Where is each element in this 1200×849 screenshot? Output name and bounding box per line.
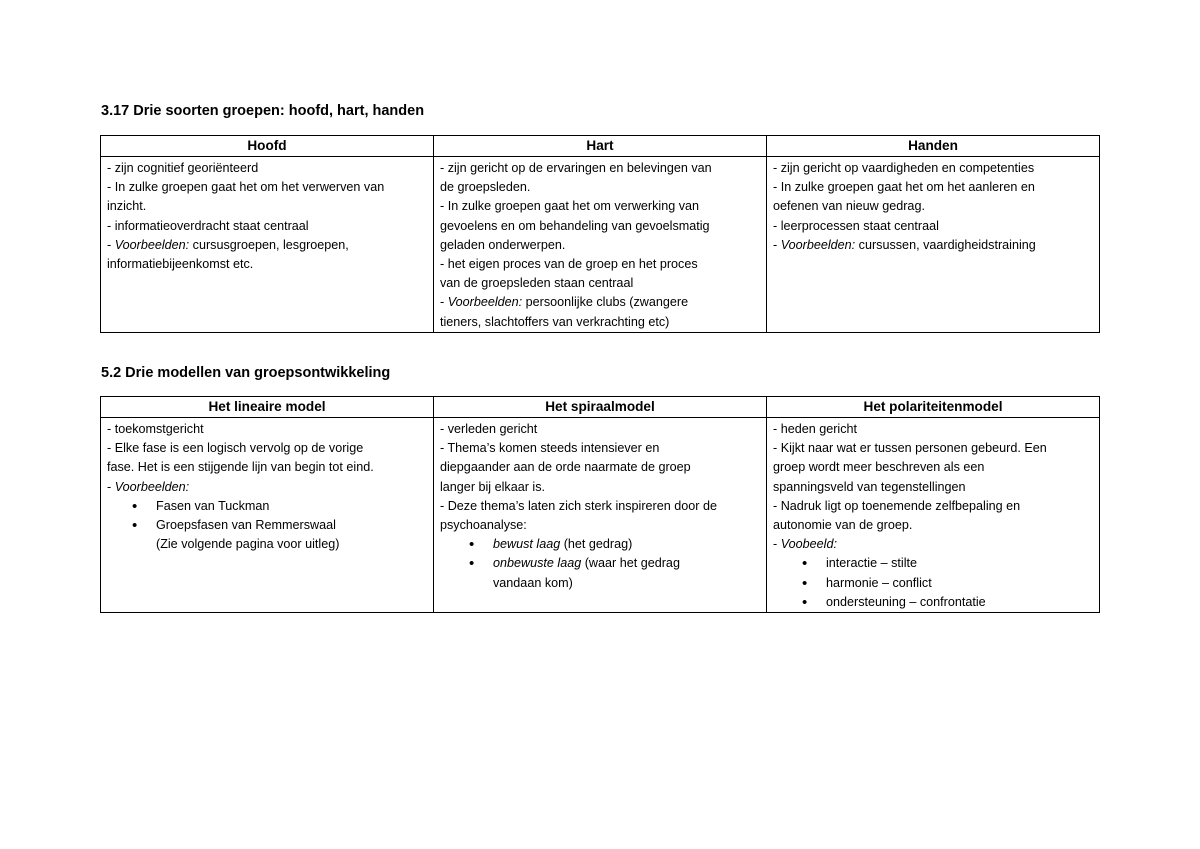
list-item-continuation: vandaan kom) [493, 575, 573, 590]
header-polariteitenmodel: Het polariteitenmodel [767, 397, 1100, 418]
examples-label: Voorbeelden: [447, 295, 523, 310]
text-line: tieners, slachtoffers van verkrachting etc) [440, 314, 670, 329]
dash: - [107, 479, 115, 494]
list-item [493, 554, 760, 592]
bullet-list [493, 535, 760, 593]
text-line: - In zulke groepen gaat het om het aanleren en [773, 180, 1035, 195]
groups-table [100, 135, 1100, 333]
list-item-italic: bewust laag [493, 537, 561, 552]
list-item: • ondersteuning – confrontatie [826, 593, 1093, 612]
list-item-text: (waar het gedrag [581, 556, 680, 571]
table-row [101, 418, 1100, 613]
text-line: - zijn gericht op de ervaringen en belevingen van [440, 161, 712, 175]
models-table [100, 396, 1100, 613]
text-line: langer bij elkaar is. [440, 479, 545, 494]
dash: - [773, 537, 781, 552]
cell-spiraalmodel [434, 418, 767, 613]
text-line: psychoanalyse: [440, 518, 527, 533]
list-item-text: (het gedrag) [560, 537, 633, 552]
text-line: - leerprocessen staat centraal [773, 218, 939, 233]
text-line: van de groepsleden staan centraal [440, 276, 634, 291]
text-line: - het eigen proces van de groep en het proces [440, 257, 698, 272]
header-lineaire-model: Het lineaire model [101, 397, 434, 418]
text-line: - heden gericht [773, 422, 858, 436]
cell-polariteitenmodel [767, 418, 1100, 613]
text-line [773, 535, 1093, 554]
examples-label: Voorbeelden: [114, 479, 190, 494]
examples-label: Voorbeelden: [114, 237, 190, 252]
header-hoofd: Hoofd [101, 136, 434, 157]
list-item-italic: onbewuste laag [493, 556, 582, 571]
cell-hoofd [101, 157, 434, 333]
text-line: fase. Het is een stijgende lijn van begin tot eind. [107, 460, 374, 475]
text-line: spanningsveld van tegenstellingen [773, 479, 966, 494]
text-line: - verleden gericht [440, 422, 538, 436]
list-item: • interactie – stilte [826, 554, 1093, 573]
table-header-row [101, 136, 1100, 157]
text-line: - Deze thema’s laten zich sterk inspireren door de [440, 498, 717, 513]
text-line: - Elke fase is een logisch vervolg op de vorige [107, 441, 364, 456]
section-heading-3-17: 3.17 Drie soorten groepen: hoofd, hart, handen [101, 103, 425, 119]
text-line: inzicht. [107, 199, 147, 214]
cell-handen [767, 157, 1100, 333]
example-label: Voobeeld: [780, 537, 837, 552]
dash: - [773, 237, 781, 252]
examples-label: Voorbeelden: [780, 237, 856, 252]
text-line: - toekomstgericht [107, 422, 204, 436]
text-line: geladen onderwerpen. [440, 237, 566, 252]
text-line: autonomie van de groep. [773, 518, 913, 533]
header-spiraalmodel: Het spiraalmodel [434, 397, 767, 418]
text-line: de groepsleden. [440, 180, 531, 195]
text-line: groep wordt meer beschreven als een [773, 460, 985, 475]
text-line: - In zulke groepen gaat het om verwerking van [440, 199, 700, 214]
text-line [773, 236, 1093, 255]
text-line [107, 236, 427, 255]
cell-lineaire-model [101, 418, 434, 613]
text-line: - In zulke groepen gaat het om het verwerven van [107, 180, 385, 195]
text-line [107, 478, 427, 497]
cell-hart [434, 157, 767, 333]
dash: - [440, 295, 448, 310]
list-item-note: (Zie volgende pagina voor uitleg) [156, 537, 340, 552]
header-hart: Hart [434, 136, 767, 157]
header-handen: Handen [767, 136, 1100, 157]
text-line: diepgaander aan de orde naarmate de groep [440, 460, 691, 475]
examples-text: persoonlijke clubs (zwangere [522, 295, 689, 310]
table-header-row [101, 397, 1100, 418]
examples-text: cursussen, vaardigheidstraining [855, 237, 1036, 252]
dash: - [107, 237, 115, 252]
list-item: • Fasen van Tuckman [156, 497, 427, 516]
text-line: - zijn gericht op vaardigheden en competenties [773, 161, 1035, 175]
examples-text: cursusgroepen, lesgroepen, [189, 237, 349, 252]
list-item [493, 535, 760, 554]
bullet-list [826, 554, 1093, 612]
list-item: • harmonie – conflict [826, 574, 1093, 593]
text-line: - Kijkt naar wat er tussen personen gebeurd. Een [773, 441, 1047, 456]
table-row [101, 157, 1100, 333]
list-item-text: Groepsfasen van Remmerswaal [156, 518, 336, 533]
text-line: informatiebijeenkomst etc. [107, 257, 254, 272]
text-line: gevoelens en om behandeling van gevoelsmatig [440, 218, 710, 233]
text-line: - Nadruk ligt op toenemende zelfbepaling en [773, 498, 1021, 513]
text-line [440, 293, 760, 312]
bullet-list [156, 497, 427, 555]
text-line: - zijn cognitief georiënteerd [107, 161, 259, 175]
list-item [156, 516, 427, 554]
section-heading-5-2: 5.2 Drie modellen van groepsontwikkeling [101, 365, 391, 381]
text-line: - Thema’s komen steeds intensiever en [440, 441, 660, 456]
text-line: - informatieoverdracht staat centraal [107, 218, 309, 233]
text-line: oefenen van nieuw gedrag. [773, 199, 925, 214]
